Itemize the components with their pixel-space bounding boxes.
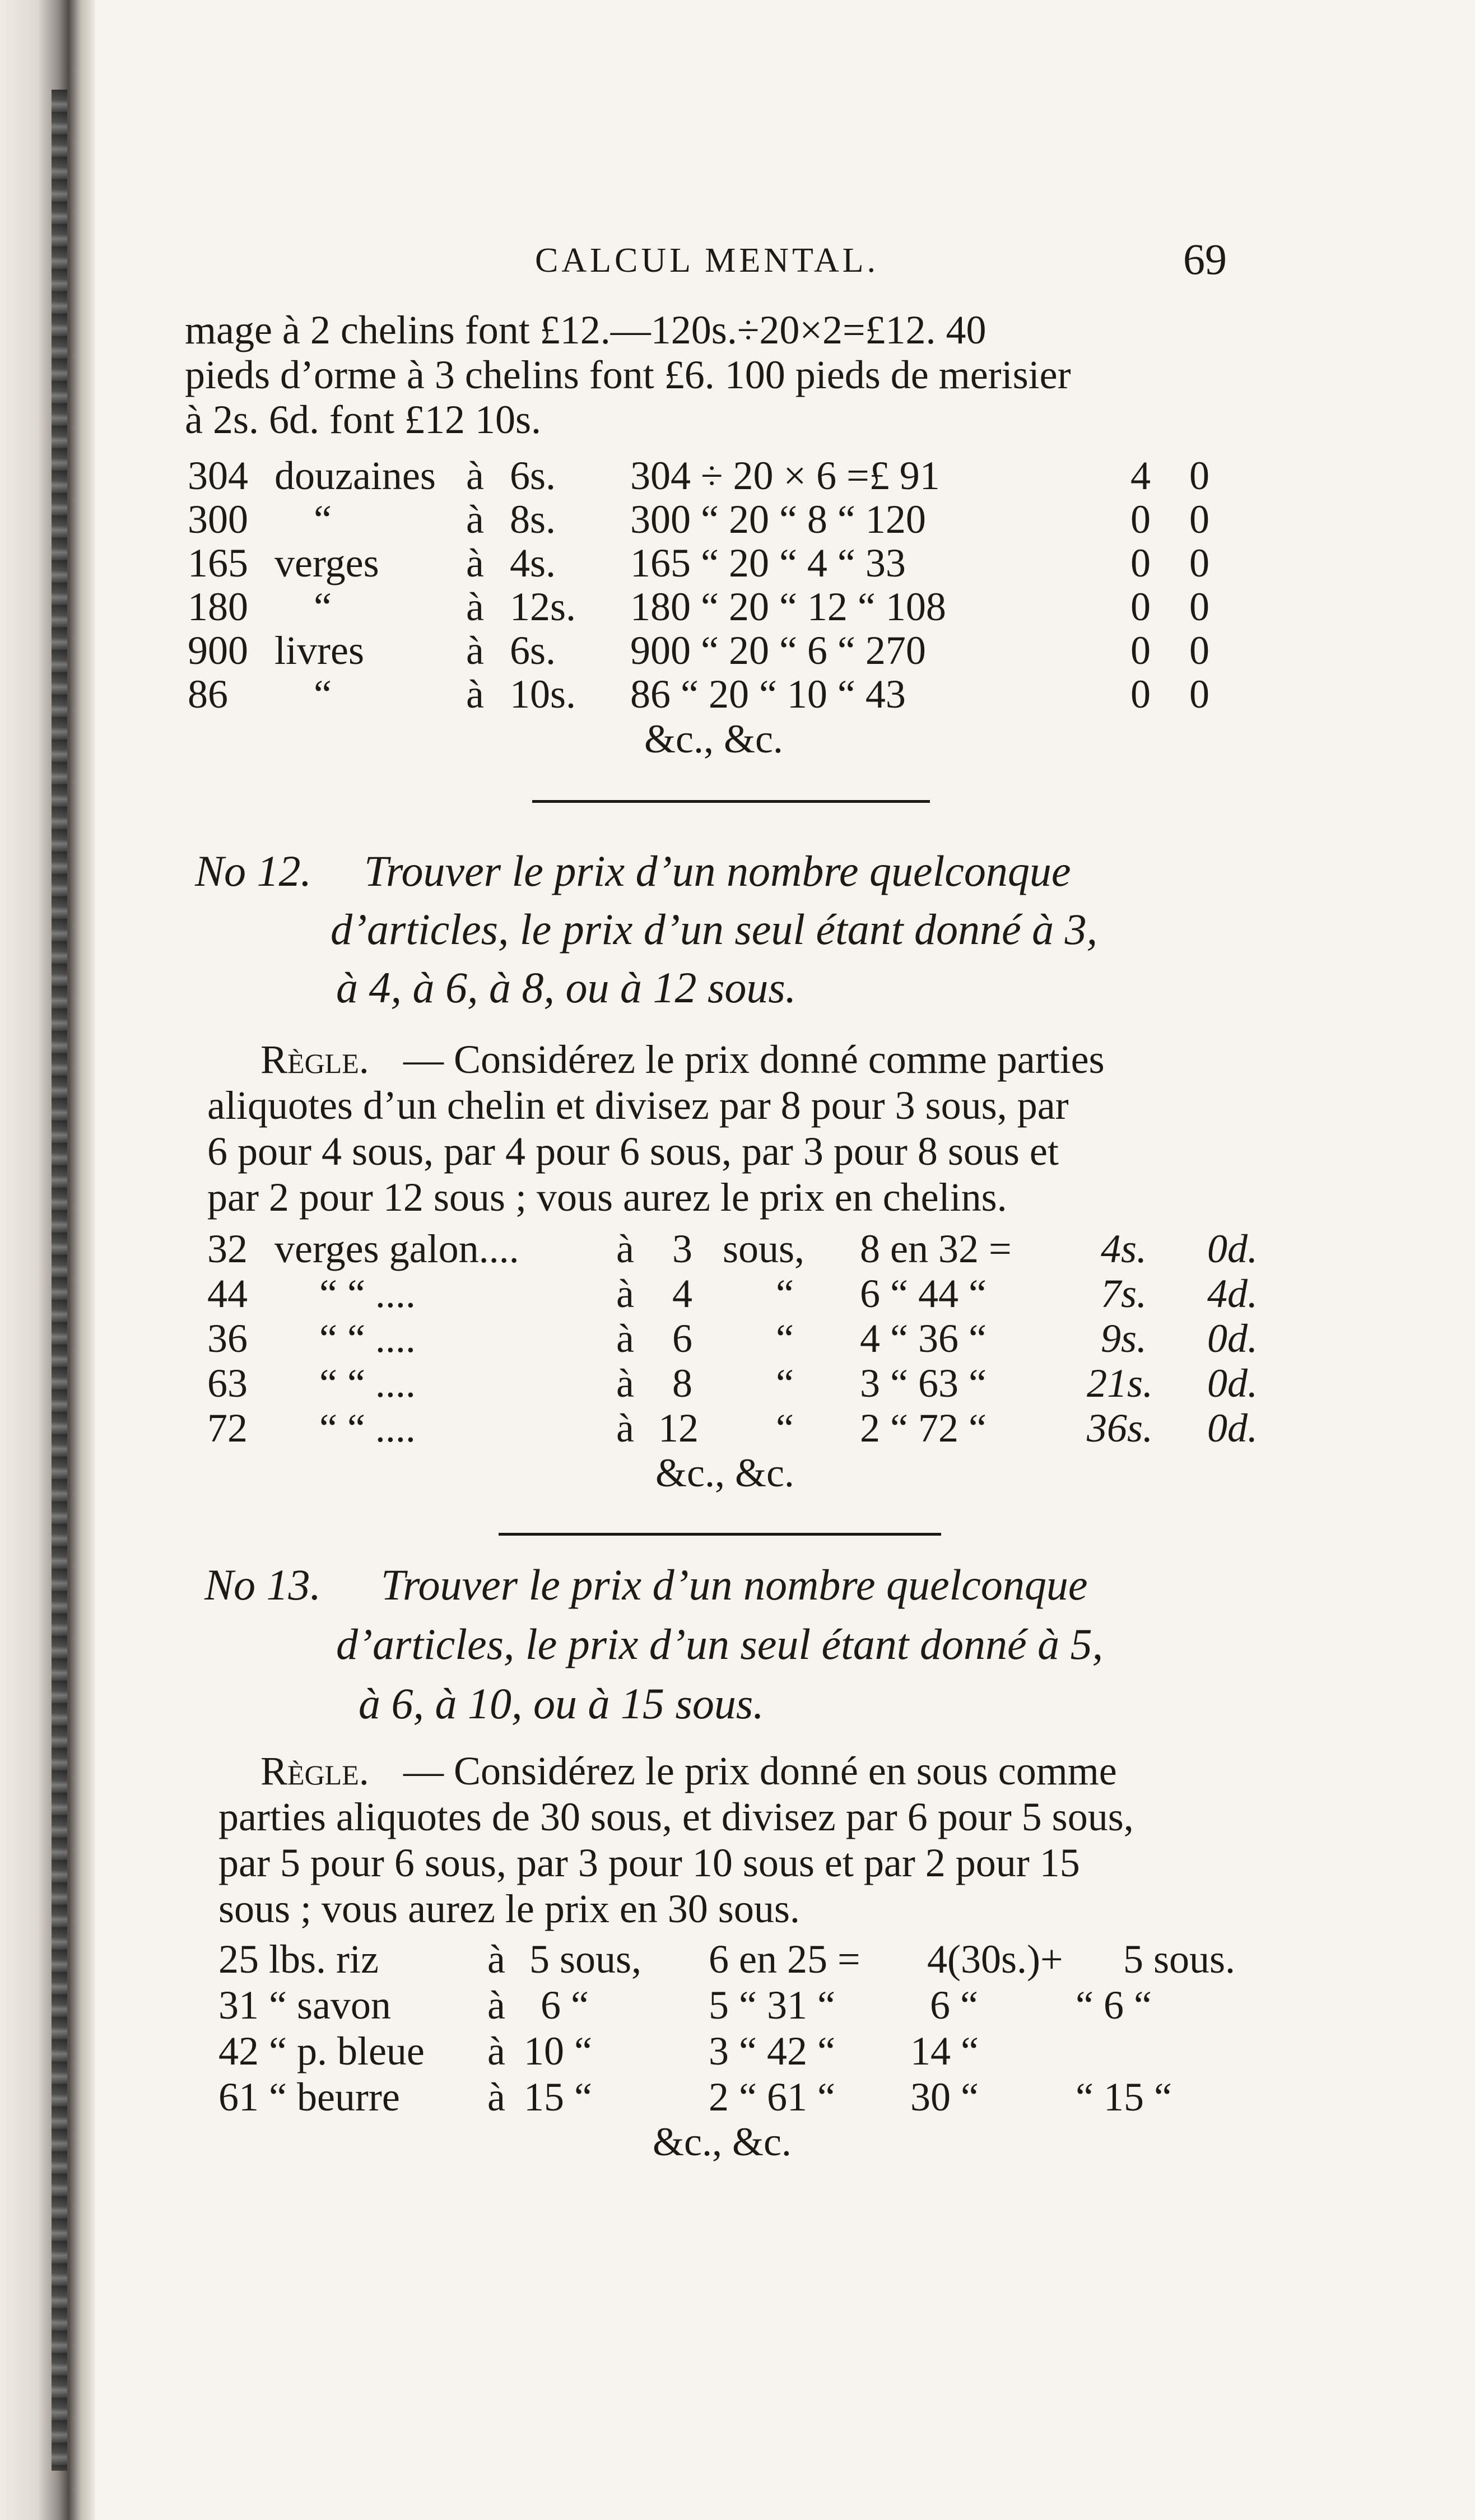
table1-shillings: 0 [1130,628,1151,673]
table1-shillings: 0 [1130,672,1151,717]
s13-calc: 3 “ 42 “ [709,2029,835,2073]
s13-result: 4(30s.)+ [927,1937,1063,1982]
s12-unit: sous, [723,1226,805,1271]
s12-a: à [616,1271,634,1316]
s13-calc: 6 en 25 = [709,1937,860,1982]
s12-pence: 0d. [1207,1361,1258,1406]
s12-a: à [616,1226,634,1271]
s12-calc: 4 “ 36 “ [860,1316,987,1361]
table1-qty: 86 [188,672,228,717]
s13-price: 5 sous, [529,1937,642,1982]
section-number: No 12. [195,847,312,895]
s13-a: à [487,1937,505,1982]
table1-price: 6s. [510,628,556,673]
s12-price: 4 [672,1271,692,1316]
s13-a: à [487,2075,505,2119]
table1-calc: 304 ÷ 20 × 6 =£ 91 [630,453,940,498]
s13-price: 6 “ [541,1983,589,2028]
s13-price: 15 “ [524,2075,592,2119]
s13-etc: &c., &c. [653,2119,792,2164]
s12-item: verges galon.... [274,1226,519,1271]
s13-item: 25 lbs. riz [218,1937,379,1982]
section-heading-line: à 6, à 10, ou à 15 sous. [359,1679,764,1728]
s13-result: 30 “ [910,2075,979,2119]
s12-a: à [616,1316,634,1361]
s13-item: 42 “ p. bleue [218,2029,425,2073]
s13-item: 61 “ beurre [218,2075,400,2119]
s12-unit: “ [776,1316,794,1361]
s12-a: à [616,1361,634,1406]
s13-a: à [487,1983,505,2028]
intro-line: mage à 2 chelins font £12.—120s.÷20×2=£12. 40 [185,308,987,352]
s12-unit: “ [776,1271,794,1316]
table1-shillings: 0 [1130,541,1151,585]
s13-a: à [487,2029,505,2073]
s12-unit: “ [776,1361,794,1406]
s12-qty: 32 [207,1226,248,1271]
rule-text-line: par 2 pour 12 sous ; vous aurez le prix en chelins. [207,1175,1007,1220]
rule-text-line: par 5 pour 6 sous, par 3 pour 10 sous et par 2 pour 15 [218,1840,1080,1885]
table1-shillings: 0 [1130,584,1151,629]
intro-line: à 2s. 6d. font £12 10s. [185,397,541,442]
section-heading-line: d’articles, le prix d’un seul étant donné à 3, [331,905,1098,954]
intro-line: pieds d’orme à 3 chelins font £6. 100 pieds de merisier [185,352,1071,397]
section-heading-line: Trouver le prix d’un nombre quelconque [381,1560,1088,1609]
s12-qty: 44 [207,1271,248,1316]
table1-pence: 0 [1189,628,1209,673]
rule-text-line: 6 pour 4 sous, par 4 pour 6 sous, par 3 pour 8 sous et [207,1129,1059,1174]
rule-label: Règle. [260,1749,369,1793]
section-divider [499,1533,941,1536]
s13-price: 10 “ [524,2029,592,2073]
s12-etc: &c., &c. [655,1450,794,1495]
table1-price: 10s. [510,672,576,717]
s12-calc: 2 “ 72 “ [860,1406,987,1450]
table1-unit: “ [314,584,332,629]
s12-qty: 72 [207,1406,248,1450]
s12-pence: 0d. [1207,1406,1258,1450]
table1-a: à [466,453,484,498]
rule-text-line: — Considérez le prix donné en sous comme [403,1749,1117,1793]
table1-pence: 0 [1189,541,1209,585]
table1-qty: 180 [188,584,248,629]
section-heading-line: d’articles, le prix d’un seul étant donné à 5, [336,1620,1104,1668]
s12-shillings: 21s. [1087,1361,1153,1406]
s12-shillings: 36s. [1087,1406,1153,1450]
s12-a: à [616,1406,634,1450]
s13-remainder: “ 15 “ [1076,2075,1172,2119]
s12-qty: 36 [207,1316,248,1361]
s12-calc: 8 en 32 = [860,1226,1012,1271]
table1-pence: 0 [1189,453,1209,498]
rule-label: Règle. [260,1037,369,1082]
s12-calc: 3 “ 63 “ [860,1361,987,1406]
table1-calc: 86 “ 20 “ 10 “ 43 [630,672,906,717]
s12-item: “ “ .... [319,1271,416,1316]
table1-calc: 165 “ 20 “ 4 “ 33 [630,541,906,585]
s12-price: 3 [672,1226,692,1271]
table1-a: à [466,541,484,585]
table1-price: 8s. [510,497,556,542]
s12-price: 8 [672,1361,692,1406]
s12-pence: 4d. [1207,1271,1258,1316]
s13-result: 6 “ [930,1983,978,2028]
table1-qty: 900 [188,628,248,673]
s13-remainder: 5 sous. [1123,1937,1236,1982]
page-number: 69 [1183,235,1227,283]
section-divider [532,800,930,803]
table1-shillings: 0 [1130,497,1151,542]
section-number: No 13. [204,1560,322,1609]
rule-text-line: sous ; vous aurez le prix en 30 sous. [218,1886,800,1931]
s13-calc: 2 “ 61 “ [709,2075,835,2119]
table1-unit: douzaines [274,453,436,498]
table1-unit: “ [314,497,332,542]
table1-a: à [466,628,484,673]
table1-qty: 165 [188,541,248,585]
table1-a: à [466,497,484,542]
s13-calc: 5 “ 31 “ [709,1983,835,2028]
s12-item: “ “ .... [319,1361,416,1406]
s12-pence: 0d. [1207,1226,1258,1271]
s12-shillings: 7s. [1101,1271,1147,1316]
table1-calc: 180 “ 20 “ 12 “ 108 [630,584,946,629]
table1-etc: &c., &c. [644,717,783,761]
s12-item: “ “ .... [319,1316,416,1361]
table1-a: à [466,672,484,717]
table1-calc: 300 “ 20 “ 8 “ 120 [630,497,926,542]
table1-pence: 0 [1189,672,1209,717]
table1-unit: “ [314,672,332,717]
rule-text-line: aliquotes d’un chelin et divisez par 8 pour 3 sous, par [207,1083,1069,1128]
table1-a: à [466,584,484,629]
s12-shillings: 4s. [1101,1226,1147,1271]
table1-unit: verges [274,541,379,585]
s12-price: 6 [672,1316,692,1361]
table1-calc: 900 “ 20 “ 6 “ 270 [630,628,926,673]
s12-qty: 63 [207,1361,248,1406]
table1-price: 12s. [510,584,576,629]
table1-pence: 0 [1189,584,1209,629]
table1-pence: 0 [1189,497,1209,542]
s13-item: 31 “ savon [218,1983,391,2028]
table1-shillings: 4 [1130,453,1151,498]
s12-price: 12 [658,1406,699,1450]
s12-shillings: 9s. [1101,1316,1147,1361]
table1-qty: 300 [188,497,248,542]
s12-item: “ “ .... [319,1406,416,1450]
s13-remainder: “ 6 “ [1076,1983,1152,2028]
s12-pence: 0d. [1207,1316,1258,1361]
table1-price: 6s. [510,453,556,498]
table1-qty: 304 [188,453,248,498]
s12-unit: “ [776,1406,794,1450]
rule-text-line: parties aliquotes de 30 sous, et divisez par 6 pour 5 sous, [218,1794,1134,1839]
s12-calc: 6 “ 44 “ [860,1271,987,1316]
table1-price: 4s. [510,541,556,585]
section-heading-line: à 4, à 6, à 8, ou à 12 sous. [336,963,797,1012]
rule-text-line: — Considérez le prix donné comme parties [403,1037,1105,1082]
section-heading-line: Trouver le prix d’un nombre quelconque [364,847,1071,895]
table1-unit: livres [274,628,364,673]
running-head-title: CALCUL MENTAL. [535,241,880,280]
s13-result: 14 “ [910,2029,979,2073]
